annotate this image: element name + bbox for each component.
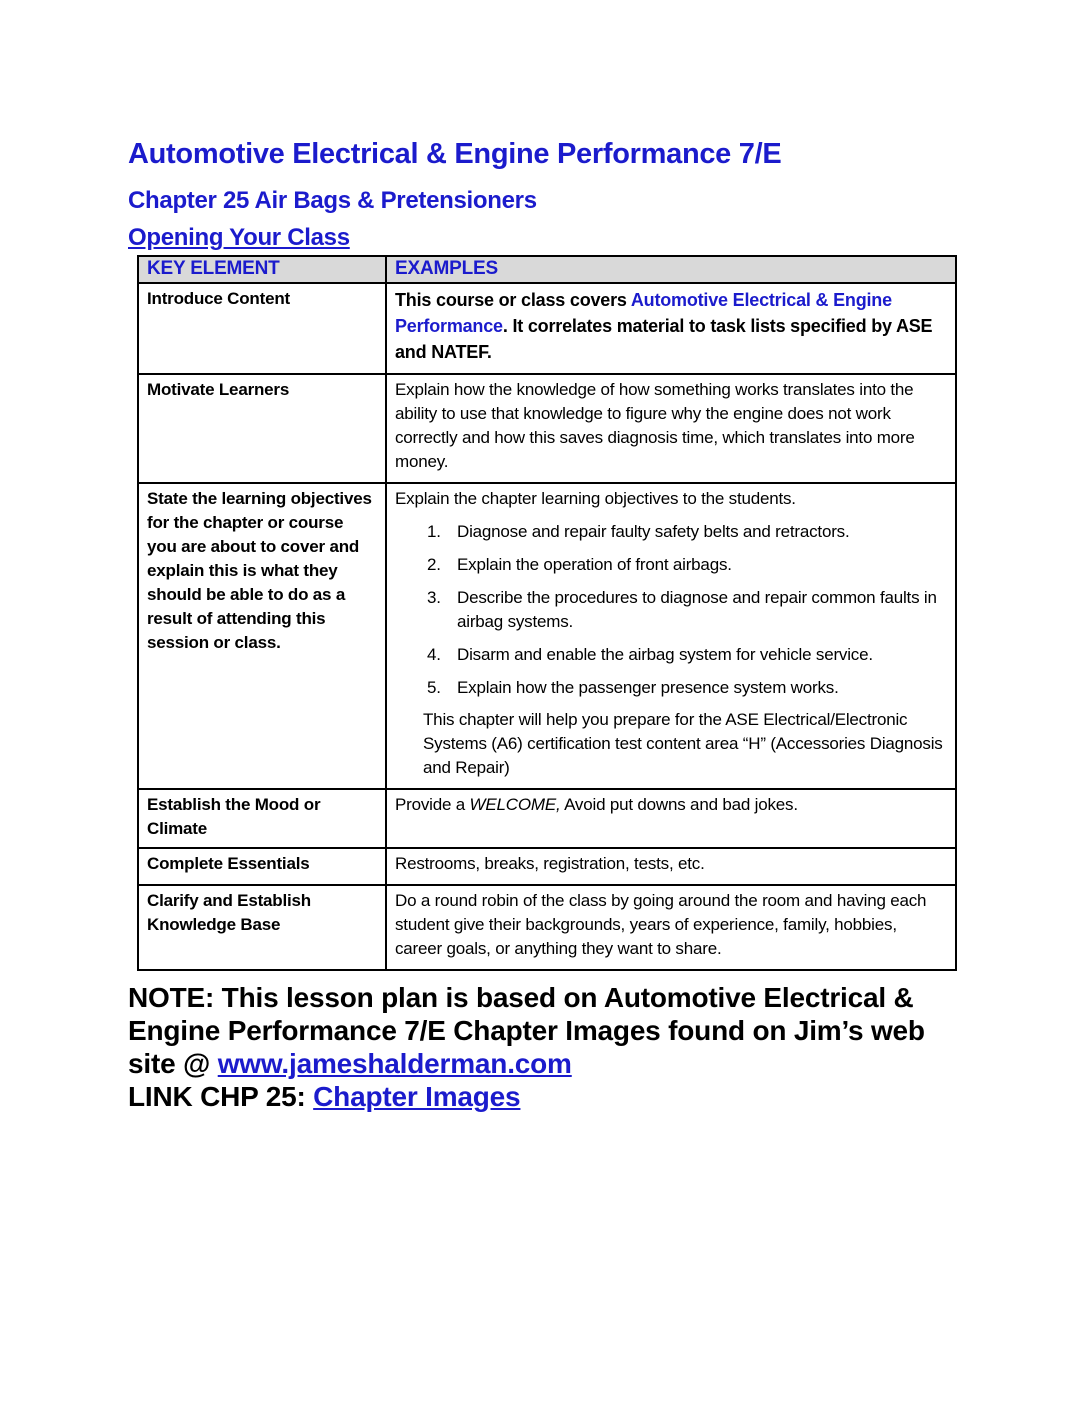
section-heading: Opening Your Class	[128, 224, 350, 251]
text-run: WELCOME,	[469, 795, 561, 814]
lesson-plan-table	[137, 255, 957, 971]
key-element-cell: Complete Essentials	[138, 848, 386, 885]
list-item-text	[457, 553, 947, 577]
text-run: Do a round robin of the class by going around the room and having each student give their backgrounds, years of experience, family, hobbies, career goals, or anything they want to share.	[395, 891, 927, 958]
table-row	[138, 848, 956, 885]
text-run: Explain how the knowledge of how something works translates into the ability to use that knowledge to figure why the engine does not work correctly and how this saves diagnosis time, which translates into more money.	[395, 380, 915, 471]
list-item-text	[457, 586, 947, 634]
objective-list-item	[427, 676, 947, 700]
text-run: Explain the operation of front airbags.	[457, 555, 732, 574]
document-page	[128, 138, 973, 1113]
example-paragraph	[395, 793, 947, 817]
link-label: LINK CHP 25:	[128, 1081, 314, 1112]
text-run: Disarm and enable the airbag system for vehicle service.	[457, 645, 873, 664]
text-run: Diagnose and repair faulty safety belts and retractors.	[457, 522, 850, 541]
note-paragraph	[128, 981, 973, 1080]
key-element-cell: Introduce Content	[138, 283, 386, 374]
text-run: Explain the chapter learning objectives to the students.	[395, 489, 796, 508]
text-run: . It correlates material to task lists specified by ASE and NATEF.	[395, 316, 933, 362]
list-number: 1.	[427, 522, 441, 541]
text-run: Describe the procedures to diagnose and repair common faults in airbag systems.	[457, 588, 937, 631]
list-number: 3.	[427, 588, 441, 607]
example-cell	[386, 789, 956, 848]
list-item-text	[457, 520, 947, 544]
table-row	[138, 374, 956, 483]
table-row	[138, 483, 956, 789]
example-cell	[386, 283, 956, 374]
text-run: Restrooms, breaks, registration, tests, etc.	[395, 854, 705, 873]
text-run: This chapter will help you prepare for the ASE Electrical/Electronic Systems (A6) certification test content area “H” (Accessories Diagnosis and Repair)	[423, 710, 943, 777]
list-number: 5.	[427, 678, 441, 697]
link-line	[128, 1080, 973, 1113]
key-element-cell: Clarify and Establish Knowledge Base	[138, 885, 386, 970]
objective-list-item	[427, 643, 947, 667]
column-header-key-element: KEY ELEMENT	[138, 256, 386, 283]
list-item-text	[457, 643, 947, 667]
highlighted-text: Automotive Electrical & Engine Performance	[395, 290, 892, 336]
example-paragraph	[395, 852, 947, 876]
table-header-row	[138, 256, 956, 283]
example-cell	[386, 483, 956, 789]
objective-list-item	[427, 520, 947, 544]
web-link[interactable]: www.jameshalderman.com	[217, 1048, 572, 1079]
chapter-heading: Chapter 25 Air Bags & Pretensioners	[128, 187, 537, 214]
example-paragraph	[395, 287, 947, 365]
chapter-images-link[interactable]: Chapter Images	[313, 1081, 521, 1112]
example-paragraph	[423, 708, 947, 780]
table-row	[138, 283, 956, 374]
column-header-examples: EXAMPLES	[386, 256, 956, 283]
example-cell	[386, 374, 956, 483]
example-paragraph	[395, 889, 947, 961]
example-paragraph	[395, 378, 947, 474]
list-number: 4.	[427, 645, 441, 664]
key-element-cell: State the learning objectives for the chapter or course you are about to cover and explain this is what they should be able to do as a result of attending this session or class.	[138, 483, 386, 789]
example-paragraph	[395, 487, 947, 511]
table-row	[138, 789, 956, 848]
table-row	[138, 885, 956, 970]
text-run: This course or class covers	[395, 290, 631, 310]
text-run: Avoid put downs and bad jokes.	[560, 795, 798, 814]
list-item-text	[457, 676, 947, 700]
text-run: Explain how the passenger presence system works.	[457, 678, 839, 697]
objective-list-item	[427, 553, 947, 577]
key-element-cell: Establish the Mood or Climate	[138, 789, 386, 848]
text-run: Provide a	[395, 795, 470, 814]
example-cell	[386, 848, 956, 885]
objective-list-item	[427, 586, 947, 634]
text-run: NOTE: This lesson plan is based on Automotive Electrical & Engine Performance 7/E Chapter Images found on Jim’s web site @	[128, 982, 925, 1079]
document-title: Automotive Electrical & Engine Performance 7/E	[128, 138, 782, 170]
key-element-cell: Motivate Learners	[138, 374, 386, 483]
example-cell	[386, 885, 956, 970]
list-number: 2.	[427, 555, 441, 574]
